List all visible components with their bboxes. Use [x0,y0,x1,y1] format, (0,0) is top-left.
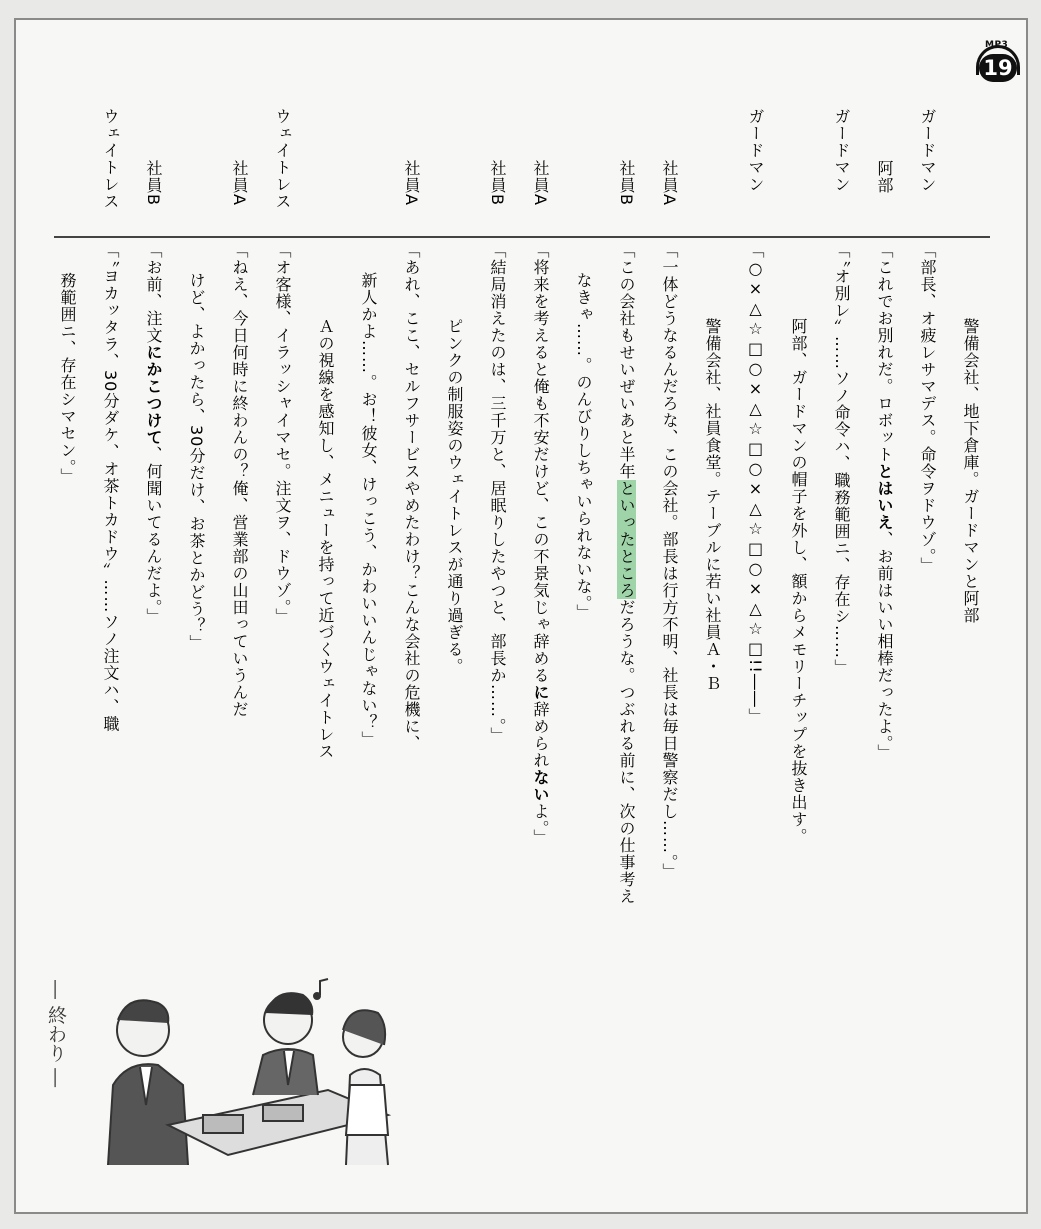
speaker-label [690,160,724,236]
script-line [556,160,599,1200]
line-text: 務範囲ニ、存在シマセン。」 [58,272,77,485]
line-text: ピンクの制服姿のウェイトレスが通り過ぎる。 [445,318,464,675]
speaker-label: ガードマン [832,108,851,193]
text-run: 「お前、注文 [144,242,163,344]
line-text: 「○×△☆□○×△☆□○×△☆□○×△☆□!!――」 [746,242,765,725]
speaker-label: 阿部 [875,160,894,194]
speaker-label: 社員A [402,160,421,206]
line-text: 警備会社、地下倉庫。ガードマンと阿部 [961,318,980,624]
script-line [857,160,900,1200]
speaker-label [432,160,466,236]
text-run: 辞められ [531,701,550,769]
speaker-label [303,160,337,236]
script-line [900,108,943,1200]
script-line [513,160,556,1200]
line-text: Ａの視線を感知し、メニューを持って近づくウェイトレス [316,318,335,760]
end-marker: ― 終わり ― [45,980,67,1088]
script-line [642,160,685,1200]
script-line [814,108,857,1200]
grammar-emphasis: とはいえ [875,463,894,531]
speaker-label: 社員A [531,160,550,206]
line-text [604,242,638,1202]
grammar-emphasis: に [531,684,550,701]
line-text: なきゃ……。のんびりしちゃいられないな。」 [574,272,593,621]
speaker-label: ウェイトレス [273,108,292,210]
speaker-label: 社員B [617,160,636,206]
script-line [728,108,771,1200]
track-number: 19 [979,54,1017,82]
line-text: 警備会社、社員食堂。テーブルに若い社員Ａ・Ｂ [703,318,722,692]
line-text: 阿部、ガードマンの帽子を外し、額からメモリーチップを抜き出す。 [789,318,808,845]
line-text: 「一体どうなるんだろな、この会社。部長は行方不明、社長は毎日警察だし……。」 [660,242,679,880]
line-text: 「ねえ、今日何時に終わんの？俺、営業部の山田っていうんだ [230,242,249,718]
line-text: 「あれ、ここ、セルフサービスやめたわけ？こんな会社の危機に、 [402,242,421,752]
speaker-label [346,160,380,236]
mp3-label: MP3 [985,40,1009,50]
text-run: 「将来を考えると俺も不安だけど、この不景気じゃ辞める [531,242,550,684]
text-run: 「この会社もせいぜいあと半年 [617,242,636,480]
line-text: 「部長、オ疲レサマデス。命令ヲドウゾ。」 [918,242,937,574]
line-text: 「結局消えたのは、三千万と、居眠りしたやつと、部長か……。」 [488,242,507,744]
grammar-highlight: といったところ [617,480,636,599]
line-text: 新人かよ……。お！彼女、けっこう、かわいいんじゃない？」 [359,272,378,748]
script-line [427,160,470,1200]
speaker-label: 社員B [144,160,163,206]
speaker-label: ウェイトレス [101,108,120,210]
line-text: 「〝ヨカッタラ、30分ダケ、オ茶トカドウ〟……ソノ注文ハ、職 [101,242,120,733]
line-text: けど、よかったら、30分だけ、お茶とかどう？」 [187,272,206,652]
mp3-track-badge [973,40,1023,84]
speaker-label: ガードマン [918,108,937,193]
grammar-emphasis: にかこつけて [144,344,163,446]
line-text: 「オ客様、イラッシャイマセ。注文ヲ、ドウゾ。」 [273,242,292,625]
line-text [518,242,552,1202]
speaker-label [561,160,595,236]
cafeteria-illustration [88,975,408,1175]
grammar-emphasis: ない [531,769,550,803]
speaker-label [776,160,810,236]
speaker-label: 社員B [488,160,507,206]
script-line [771,160,814,1200]
text-run: 、お前はいい相棒だったよ。」 [875,531,894,761]
script-line [599,160,642,1200]
book-page [14,18,1028,1214]
text-run: 「これでお別れだ。ロボット [875,242,894,463]
speaker-label [948,160,982,236]
script-line [470,160,513,1200]
text-run: 、何聞いてるんだよ。」 [144,446,163,625]
speaker-label: 社員A [230,160,249,206]
line-text [862,242,896,1202]
speaker-label: ガードマン [746,108,765,193]
script-line [685,160,728,1200]
script-line [943,160,986,1200]
speaker-label: 社員A [660,160,679,206]
text-run: だろうな。つぶれる前に、次の仕事考え [617,599,636,905]
line-text: 「〝オ別レ〟……ソノ命令ハ、職務範囲ニ、存在シ……」 [832,242,851,676]
speaker-label [45,160,79,236]
text-run: よ。」 [531,803,550,846]
speaker-label [174,160,208,236]
